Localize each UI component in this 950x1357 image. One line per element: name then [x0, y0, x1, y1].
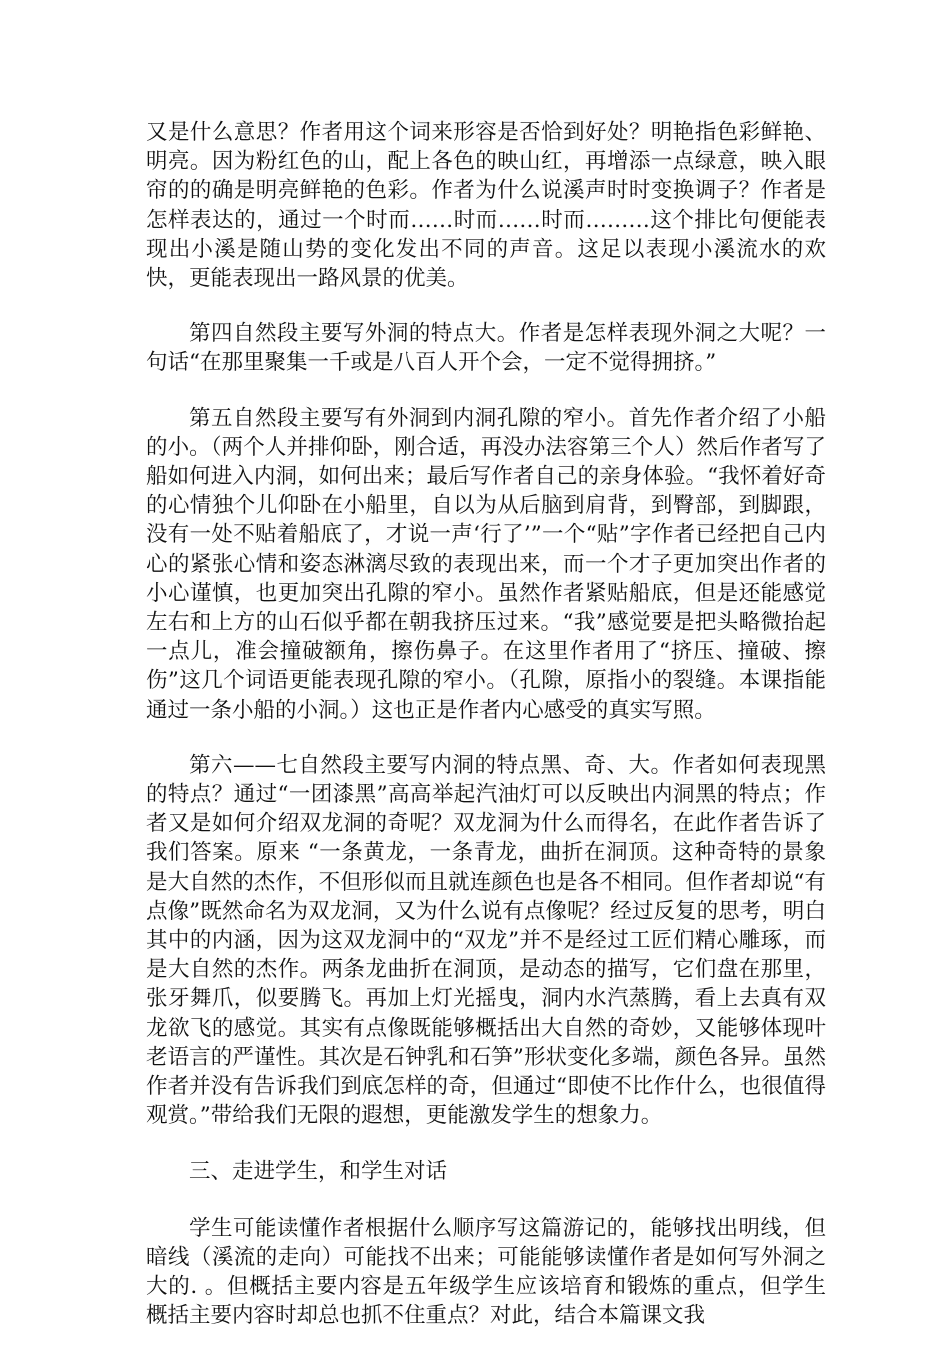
document-page: [146, 118, 826, 1357]
paragraph-4: 第六——七自然段主要写内洞的特点黑、奇、大。作者如何表现黑的特点？通过“一团漆黑”高高举起汽油灯可以反映出内洞黑的特点；作者又是如何介绍双龙洞的奇呢？双龙洞为什么而得名，在此作者告诉了我们答案。原来 “一条黄龙，一条青龙，曲折在洞顶。这种奇特的景象是大自然的杰作，不但形似而且就连颜色也是各不相同。但作者却说“有点像”既然命名为双龙洞，又为什么说有点像呢？经过反复的思考，明白其中的内涵，因为这双龙洞中的“双龙”并不是经过工匠们精心雕琢，而是大自然的杰作。两条龙曲折在洞顶，是动态的描写，它们盘在那里，张牙舞爪，似要腾飞。再加上灯光摇曳，洞内水汽蒸腾，看上去真有双龙欲飞的感觉。其实有点像既能够概括出大自然的奇妙，又能够体现叶老语言的严谨性。其次是石钟乳和石笋”形状变化多端，颜色各异。虽然作者并没有告诉我们到底怎样的奇，但通过“即使不比作什么，也很值得观赏。”带给我们无限的遐想，更能激发学生的想象力。: [146, 752, 826, 1129]
section-heading: 三、走进学生，和学生对话: [189, 1158, 448, 1184]
paragraph-2: 第四自然段主要写外洞的特点大。作者是怎样表现外洞之大呢？一句话“在那里聚集一千或是八百人开个会，一定不觉得拥挤。”: [146, 321, 826, 376]
paragraph-6: 学生可能读懂作者根据什么顺序写这篇游记的，能够找出明线，但暗线（溪流的走向）可能找不出来；可能能够读懂作者是如何写外洞之大的. 。但概括主要内容是五年级学生应该培育和锻炼的重点，但学生概括主要内容时却总也抓不住重点？对此，结合本篇课文我: [146, 1215, 826, 1329]
paragraph-1: 又是什么意思？作者用这个词来形容是否恰到好处？明艳指色彩鲜艳、明亮。因为粉红色的山，配上各色的映山红，再增添一点绿意，映入眼帘的的确是明亮鲜艳的色彩。作者为什么说溪声时时变换调子？作者是怎样表达的，通过一个时而……时而……时而………这个排比句便能表现出小溪是随山势的变化发出不同的声音。这足以表现小溪流水的欢快，更能表现出一路风景的优美。: [146, 120, 826, 292]
paragraph-3: 第五自然段主要写有外洞到内洞孔隙的窄小。首先作者介绍了小船的小。（两个人并排仰卧，刚合适，再没办法容第三个人）然后作者写了船如何进入内洞，如何出来；最后写作者自己的亲身体验。“我怀着好奇的心情独个儿仰卧在小船里，自以为从后脑到肩背，到臀部，到脚跟，没有一处不贴着船底了，才说一声‘行了’”一个“贴”字作者已经把自己内心的紧张心情和姿态淋漓尽致的表现出来，而一个才子更加突出作者的小心谨慎，也更加突出孔隙的窄小。虽然作者紧贴船底，但是还能感觉左右和上方的山石似乎都在朝我挤压过来。“我”感觉要是把头略微抬起一点儿，准会撞破额角，擦伤鼻子。在这里作者用了“挤压、撞破、擦伤”这几个词语更能表现孔隙的窄小。（孔隙，原指小的裂缝。本课指能通过一条小船的小洞。）这也正是作者内心感受的真实写照。: [146, 405, 826, 723]
